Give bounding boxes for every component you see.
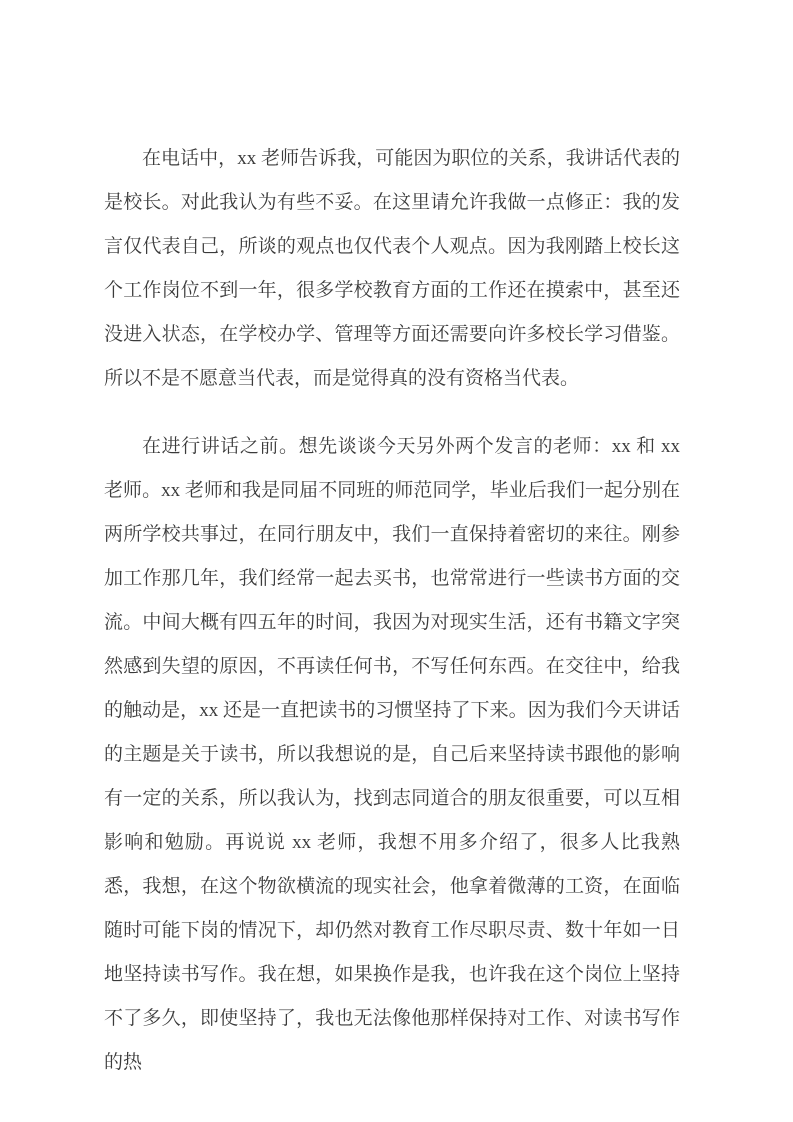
document-text-block xyxy=(104,137,680,1085)
paragraph-2: 在进行讲话之前。想先谈谈今天另外两个发言的老师：xx 和 xx 老师。xx 老师和我是同届不同班的师范同学，毕业后我们一起分别在两所学校共事过，在同行朋友中，我们一直保持着密切的来往。刚参加工作那几年，我们经常一起去买书，也常常进行一些读书方面的交流。中间大概有四五年的时间，我因为对现实生活，还有书籍文字突然感到失望的原因，不再读任何书，不写任何东西。在交往中，给我的触动是，xx 还是一直把读书的习惯坚持了下来。因为我们今天讲话的主题是关于读书，所以我想说的是，自己后来坚持读书跟他的影响有一定的关系，所以我认为，找到志同道合的朋友很重要，可以互相影响和勉励。再说说 xx 老师，我想不用多介绍了，很多人比我熟悉，我想，在这个物欲横流的现实社会，他拿着微薄的工资，在面临随时可能下岗的情况下，却仍然对教育工作尽职尽责、数十年如一日地坚持读书写作。我在想，如果换作是我，也许我在这个岗位上坚持不了多久，即使坚持了，我也无法像他那样保持对工作、对读书写作的热 xyxy=(104,436,680,1073)
paragraph-1: 在电话中，xx 老师告诉我，可能因为职位的关系，我讲话代表的是校长。对此我认为有些不妥。在这里请允许我做一点修正：我的发言仅代表自己，所谈的观点也仅代表个人观点。因为我刚踏上校长这个工作岗位不到一年，很多学校教育方面的工作还在摸索中，甚至还没进入状态，在学校办学、管理等方面还需要向许多校长学习借鉴。所以不是不愿意当代表，而是觉得真的没有资格当代表。 xyxy=(104,148,680,389)
